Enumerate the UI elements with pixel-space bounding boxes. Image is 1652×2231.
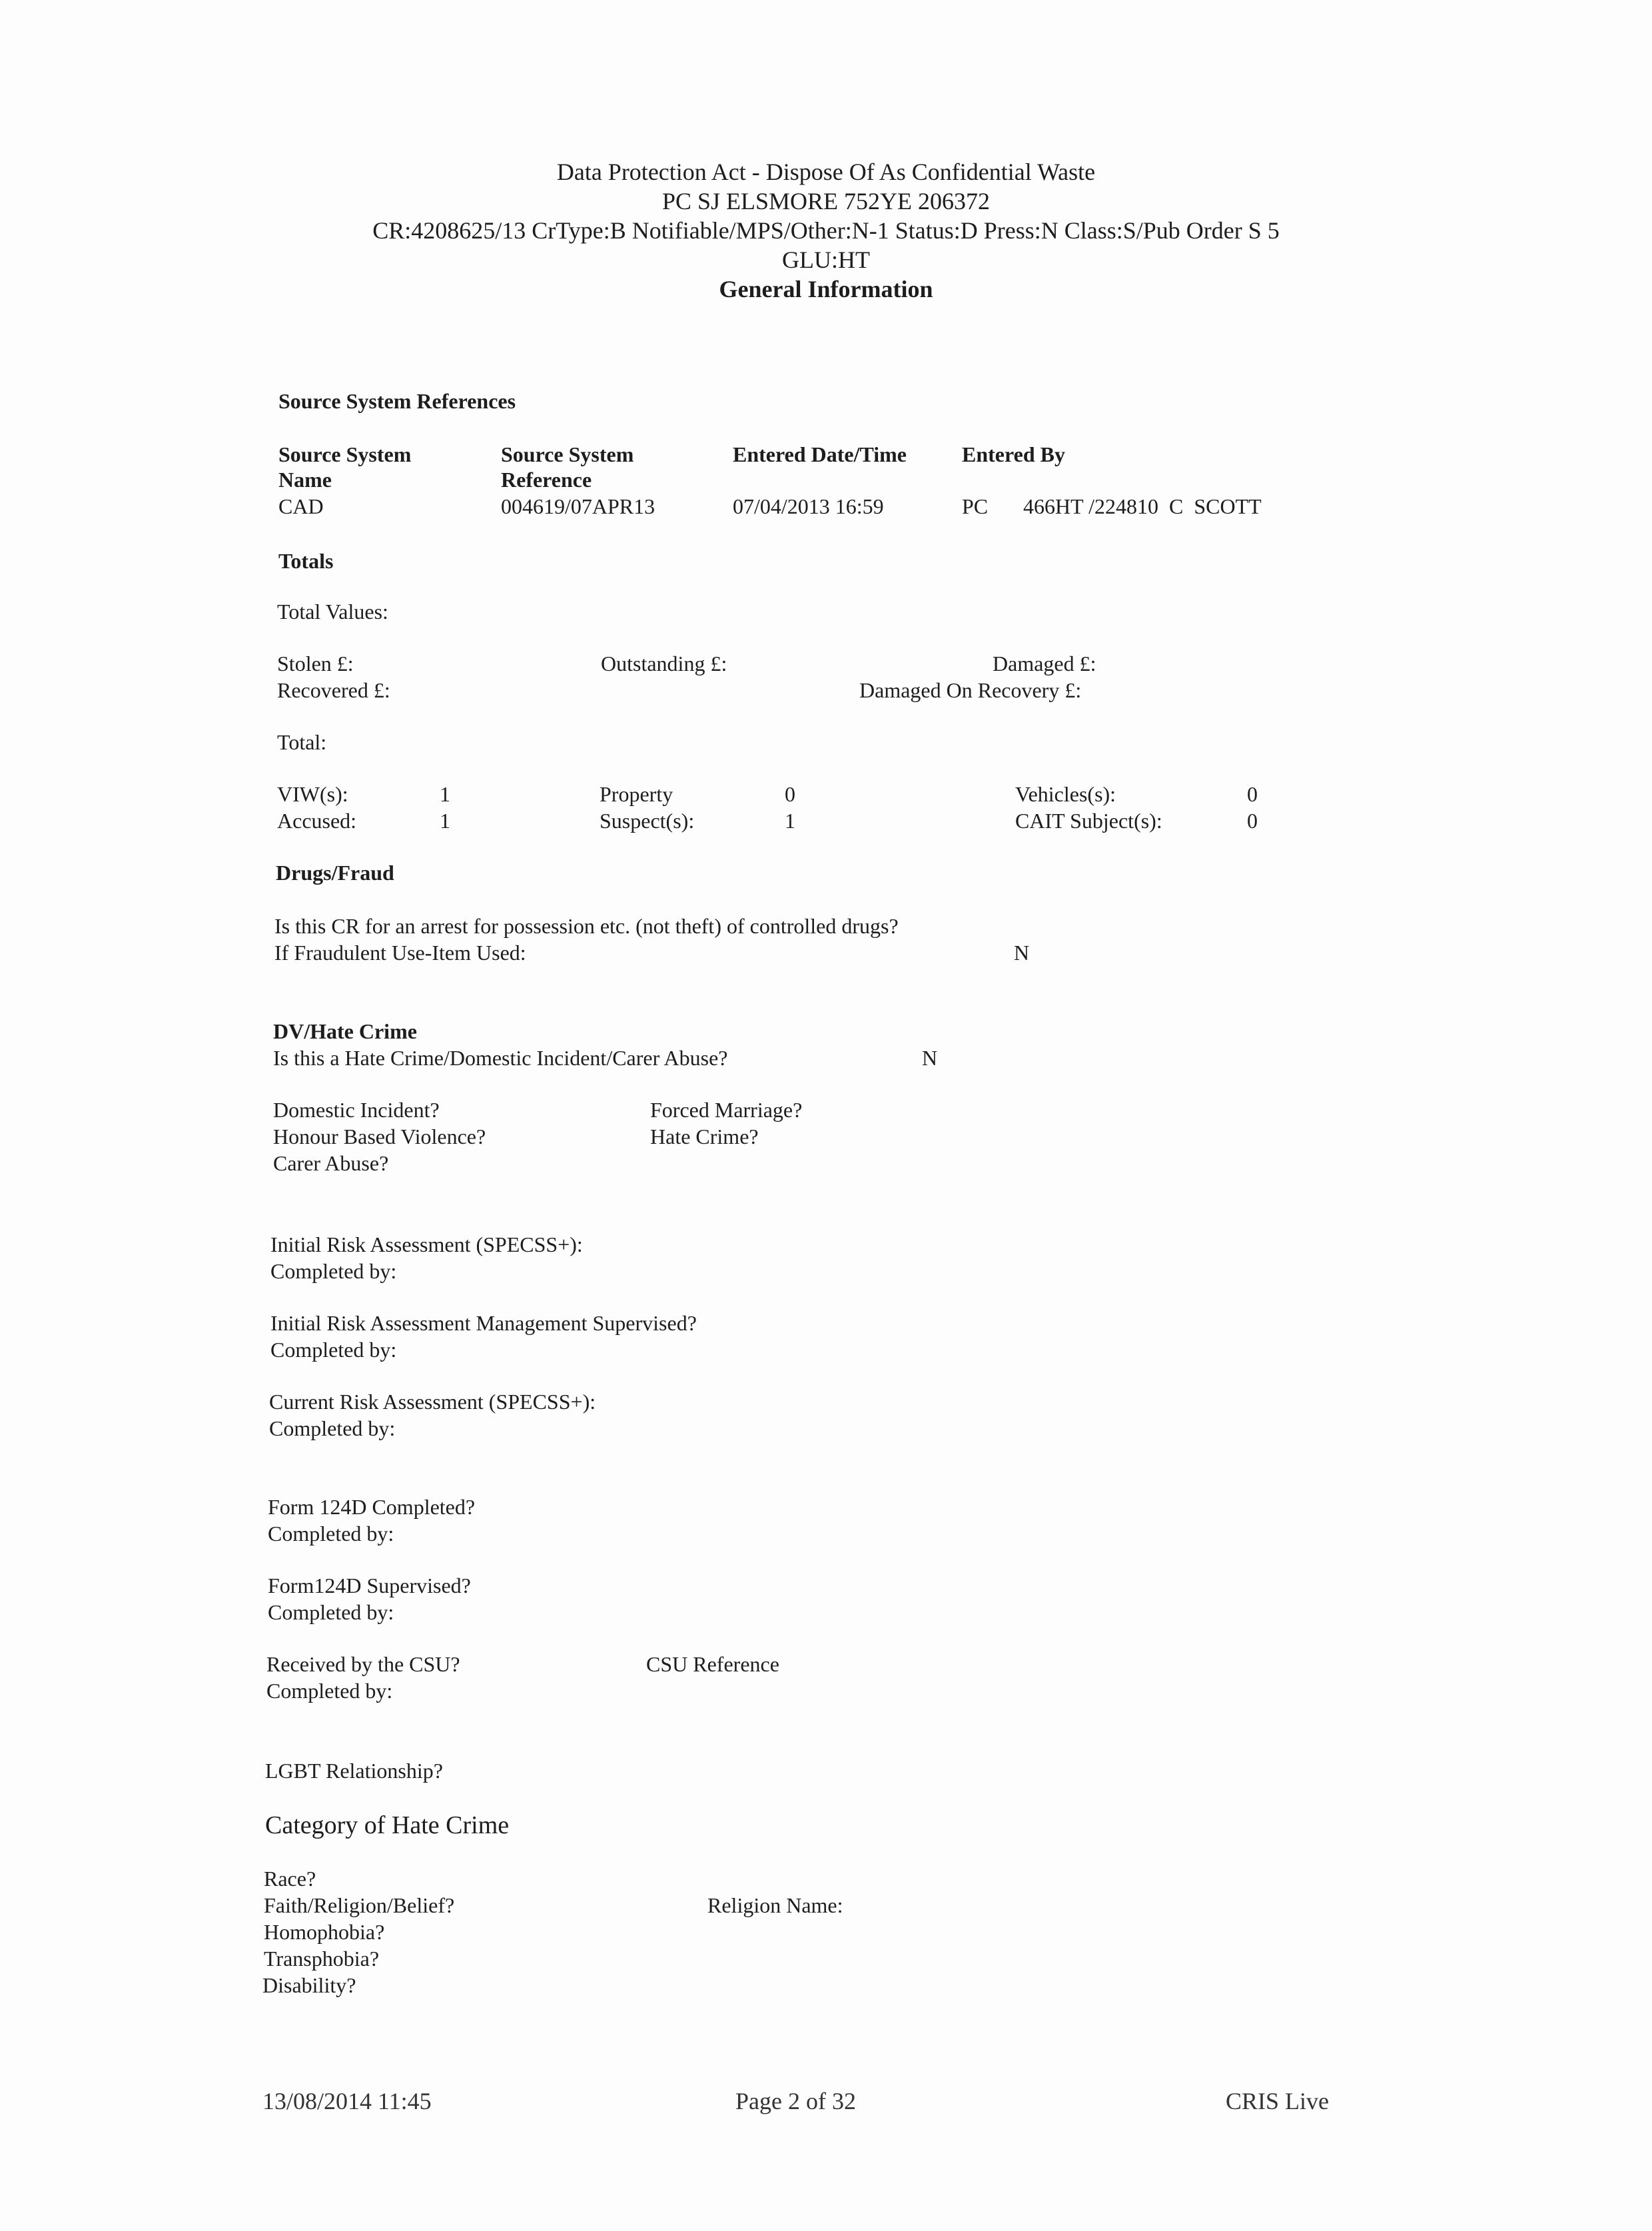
col-entered-datetime: Entered Date/Time [733,442,907,466]
dv-hate-heading: DV/Hate Crime [273,1019,417,1043]
form124d-supervised-label: Form124D Supervised? [268,1573,471,1597]
carer-abuse-label: Carer Abuse? [273,1151,389,1175]
form124d-completed-label: Form 124D Completed? [268,1495,476,1519]
completed-by-label: Completed by: [268,1600,394,1624]
entered-by-rank: PC [962,494,989,518]
lgbt-relationship-label: LGBT Relationship? [265,1759,443,1783]
hate-crime-label: Hate Crime? [650,1124,759,1148]
col-entered-by: Entered By [962,442,1065,466]
recovered-label: Recovered £: [277,678,390,702]
fraud-question: If Fraudulent Use-Item Used: [274,941,526,965]
completed-by-label: Completed by: [270,1259,397,1283]
col-source-name-1: Source System [278,442,412,466]
header-line-4: GLU:HT [782,246,870,273]
header-line-3: CR:4208625/13 CrType:B Notifiable/MPS/Other:N-1 Status:D Press:N Class:S/Pub Order S 5 [372,217,1280,244]
initial-risk-label: Initial Risk Assessment (SPECSS+): [270,1232,583,1256]
source-name-value: CAD [278,494,324,518]
source-refs-heading: Source System References [278,389,516,413]
completed-by-label: Completed by: [269,1416,396,1440]
faith-label: Faith/Religion/Belief? [264,1893,455,1917]
entered-datetime-value: 07/04/2013 16:59 [733,494,884,518]
page-title: General Information [719,276,933,302]
footer-datetime: 13/08/2014 11:45 [262,2088,432,2114]
initial-mgmt-label: Initial Risk Assessment Management Supervised? [270,1311,697,1335]
fraud-answer: N [1014,941,1030,965]
category-heading: Category of Hate Crime [265,1811,510,1839]
drugs-fraud-heading: Drugs/Fraud [276,861,394,885]
footer-system: CRIS Live [1226,2088,1330,2114]
accused-label: Accused: [277,809,357,833]
damaged-on-recovery-label: Damaged On Recovery £: [859,678,1082,702]
suspects-value: 1 [785,809,795,833]
header-line-2: PC SJ ELSMORE 752YE 206372 [661,188,991,215]
totals-heading: Totals [278,549,334,573]
current-risk-label: Current Risk Assessment (SPECSS+): [269,1390,596,1414]
vehicles-value: 0 [1247,782,1258,806]
drugs-question: Is this CR for an arrest for possession etc. (not theft) of controlled drugs? [274,914,899,938]
total-label: Total: [277,730,327,754]
header-line-1: Data Protection Act - Dispose Of As Confidential Waste [556,159,1096,185]
viw-label: VIW(s): [277,782,348,806]
viw-value: 1 [440,782,450,806]
total-values-label: Total Values: [277,600,388,624]
property-value: 0 [785,782,795,806]
col-source-ref-2: Reference [501,468,592,492]
cait-label: CAIT Subject(s): [1015,809,1162,833]
csu-reference-label: CSU Reference [646,1652,779,1676]
cait-value: 0 [1247,809,1258,833]
disability-label: Disability? [262,1973,356,1997]
completed-by-label: Completed by: [266,1679,393,1703]
forced-marriage-label: Forced Marriage? [650,1098,803,1122]
col-source-name-2: Name [278,468,332,492]
completed-by-label: Completed by: [268,1522,394,1546]
stolen-label: Stolen £: [277,652,354,675]
honour-violence-label: Honour Based Violence? [273,1124,486,1148]
homophobia-label: Homophobia? [264,1920,385,1944]
footer-page-number: Page 2 of 32 [735,2088,856,2114]
accused-value: 1 [440,809,450,833]
domestic-incident-label: Domestic Incident? [273,1098,440,1122]
hate-crime-answer: N [922,1046,938,1070]
property-label: Property [600,782,673,806]
csu-received-label: Received by the CSU? [266,1652,460,1676]
hate-crime-question: Is this a Hate Crime/Domestic Incident/Carer Abuse? [273,1046,728,1070]
entered-by-officer: 466HT /224810 C SCOTT [1023,494,1262,518]
religion-name-label: Religion Name: [707,1893,843,1917]
suspects-label: Suspect(s): [600,809,695,833]
col-source-ref-1: Source System [501,442,634,466]
outstanding-label: Outstanding £: [601,652,727,675]
vehicles-label: Vehicles(s): [1015,782,1116,806]
completed-by-label: Completed by: [270,1338,397,1362]
damaged-label: Damaged £: [993,652,1096,675]
race-label: Race? [264,1867,316,1891]
source-ref-value: 004619/07APR13 [501,494,655,518]
transphobia-label: Transphobia? [264,1947,380,1971]
